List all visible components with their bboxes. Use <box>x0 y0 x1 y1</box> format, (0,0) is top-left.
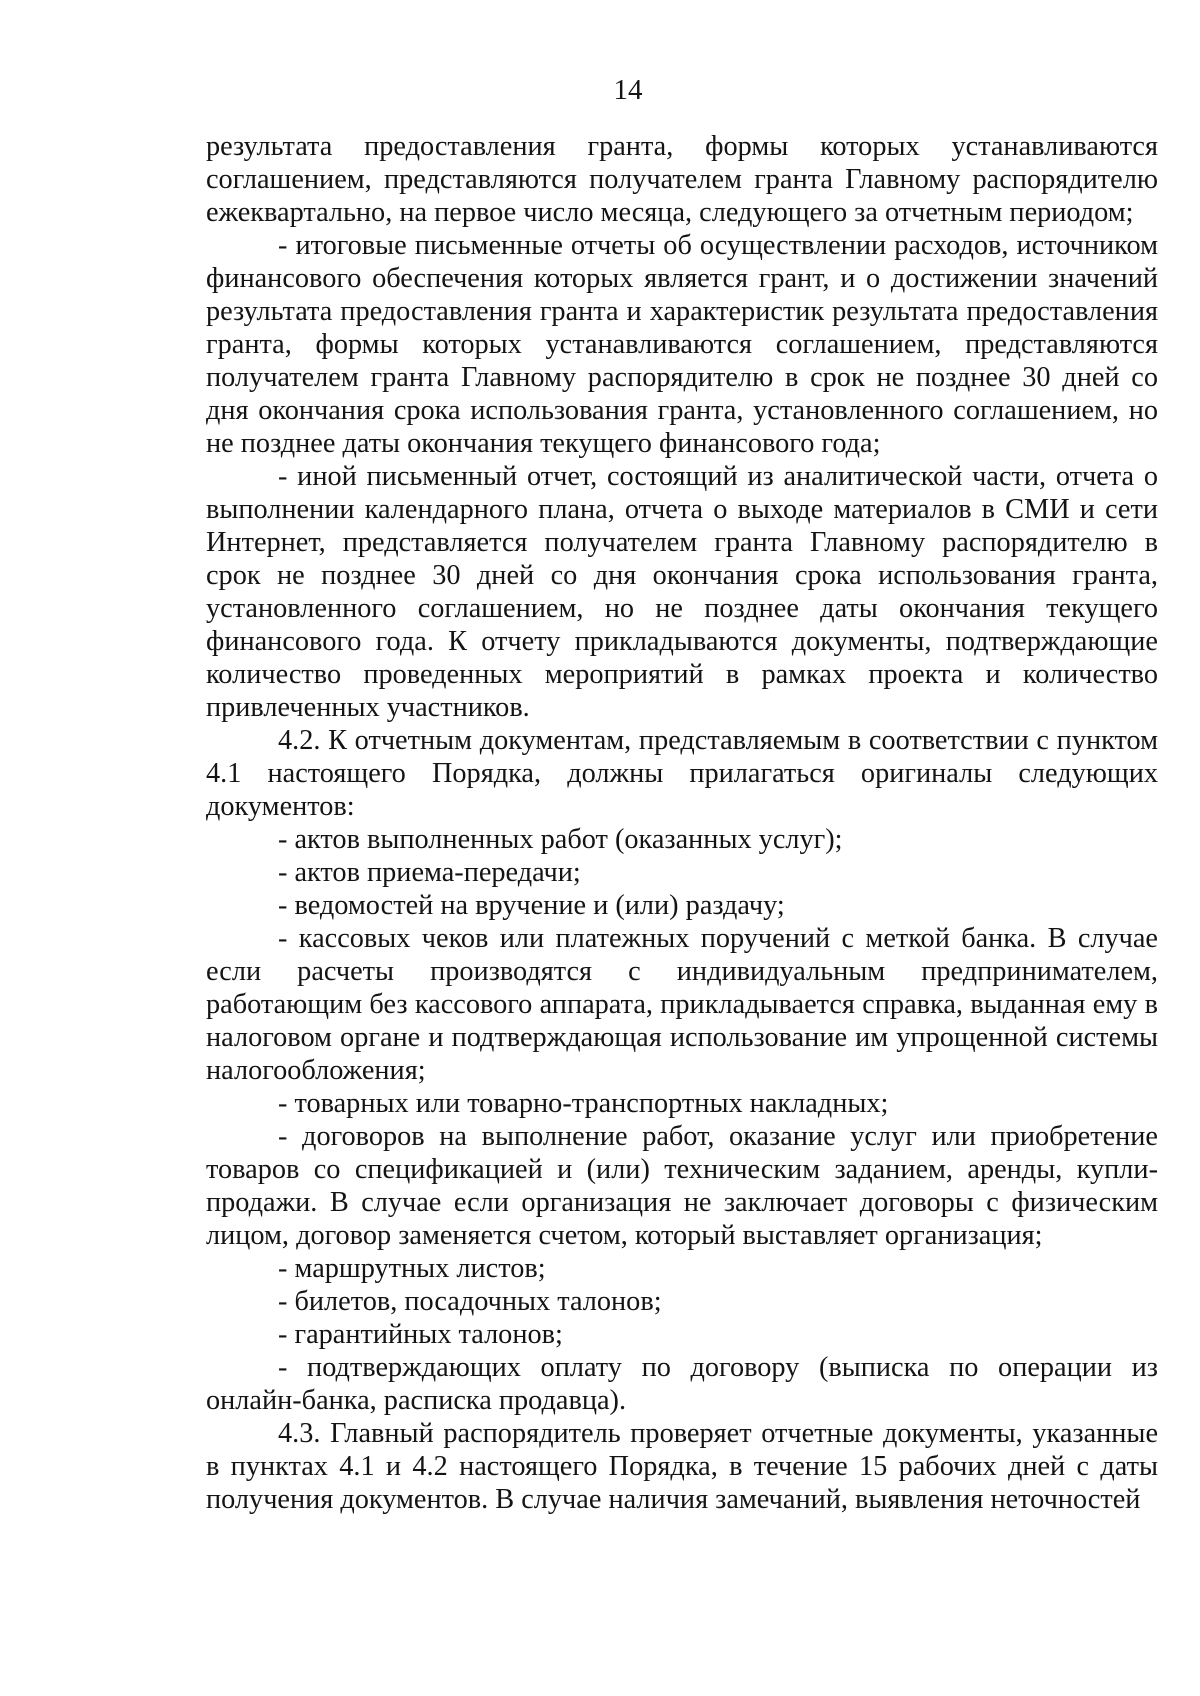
page-number: 14 <box>613 74 643 106</box>
list-item: - кассовых чеков или платежных поручений с меткой банка. В случае если расчеты производятся с индивидуальным предпринимателем, работающим без кассового аппарата, прикладывается справка, выданная ему в налоговом органе и подтверждающая использование им упрощенной системы налогообложения; <box>206 923 1158 1086</box>
paragraph: результата предоставления гранта, формы которых устанавливаются соглашением, представляются получателем гранта Главному распорядителю ежеквартально, на первое число месяца, следующего за отчетным периодом; <box>206 131 1158 228</box>
list-item: - актов выполненных работ (оказанных услуг); <box>278 824 843 855</box>
paragraph: 4.3. Главный распорядитель проверяет отчетные документы, указанные в пунктах 4.1 и 4.2 настоящего Порядка, в течение 15 рабочих дней с даты получения документов. В случае наличия замечаний, выявления неточностей <box>206 1418 1158 1515</box>
list-item: - ведомостей на вручение и (или) раздачу; <box>278 890 785 921</box>
paragraph: 4.2. К отчетным документам, представляемым в соответствии с пунктом 4.1 настоящего Порядка, должны прилагаться оригиналы следующих документов: <box>206 725 1158 822</box>
list-item: - договоров на выполнение работ, оказание услуг или приобретение товаров со спецификацией и (или) техническим заданием, аренды, купли-продажи. В случае если организация не заключает договоры с физическим лицом, договор заменяется счетом, который выставляет организация; <box>206 1121 1158 1251</box>
list-item: - маршрутных листов; <box>278 1253 546 1284</box>
paragraph: - иной письменный отчет, состоящий из аналитической части, отчета о выполнении календарного плана, отчета о выходе материалов в СМИ и сети Интернет, представляется получателем гранта Главному распорядителю в срок не позднее 30 дней со дня окончания срока использования гранта, установленного соглашением, но не позднее даты окончания текущего финансового года. К отчету прикладываются документы, подтверждающие количество проведенных мероприятий в рамках проекта и количество привлеченных участников. <box>206 461 1158 723</box>
list-item: - гарантийных талонов; <box>278 1319 563 1350</box>
list-item: - актов приема-передачи; <box>278 857 581 888</box>
document-body <box>206 130 1158 1516</box>
list-item: - товарных или товарно-транспортных накладных; <box>278 1088 889 1119</box>
paragraph: - итоговые письменные отчеты об осуществлении расходов, источником финансового обеспечения которых является грант, и о достижении значений результата предоставления гранта и характеристик результата предоставления гранта, формы которых устанавливаются соглашением, представляются получателем гранта Главному распорядителю в срок не позднее 30 дней со дня окончания срока использования гранта, установленного соглашением, но не позднее даты окончания текущего финансового года; <box>206 230 1158 459</box>
list-item: - билетов, посадочных талонов; <box>278 1286 662 1317</box>
list-item: - подтверждающих оплату по договору (выписка по операции из онлайн-банка, расписка продавца). <box>206 1352 1158 1416</box>
